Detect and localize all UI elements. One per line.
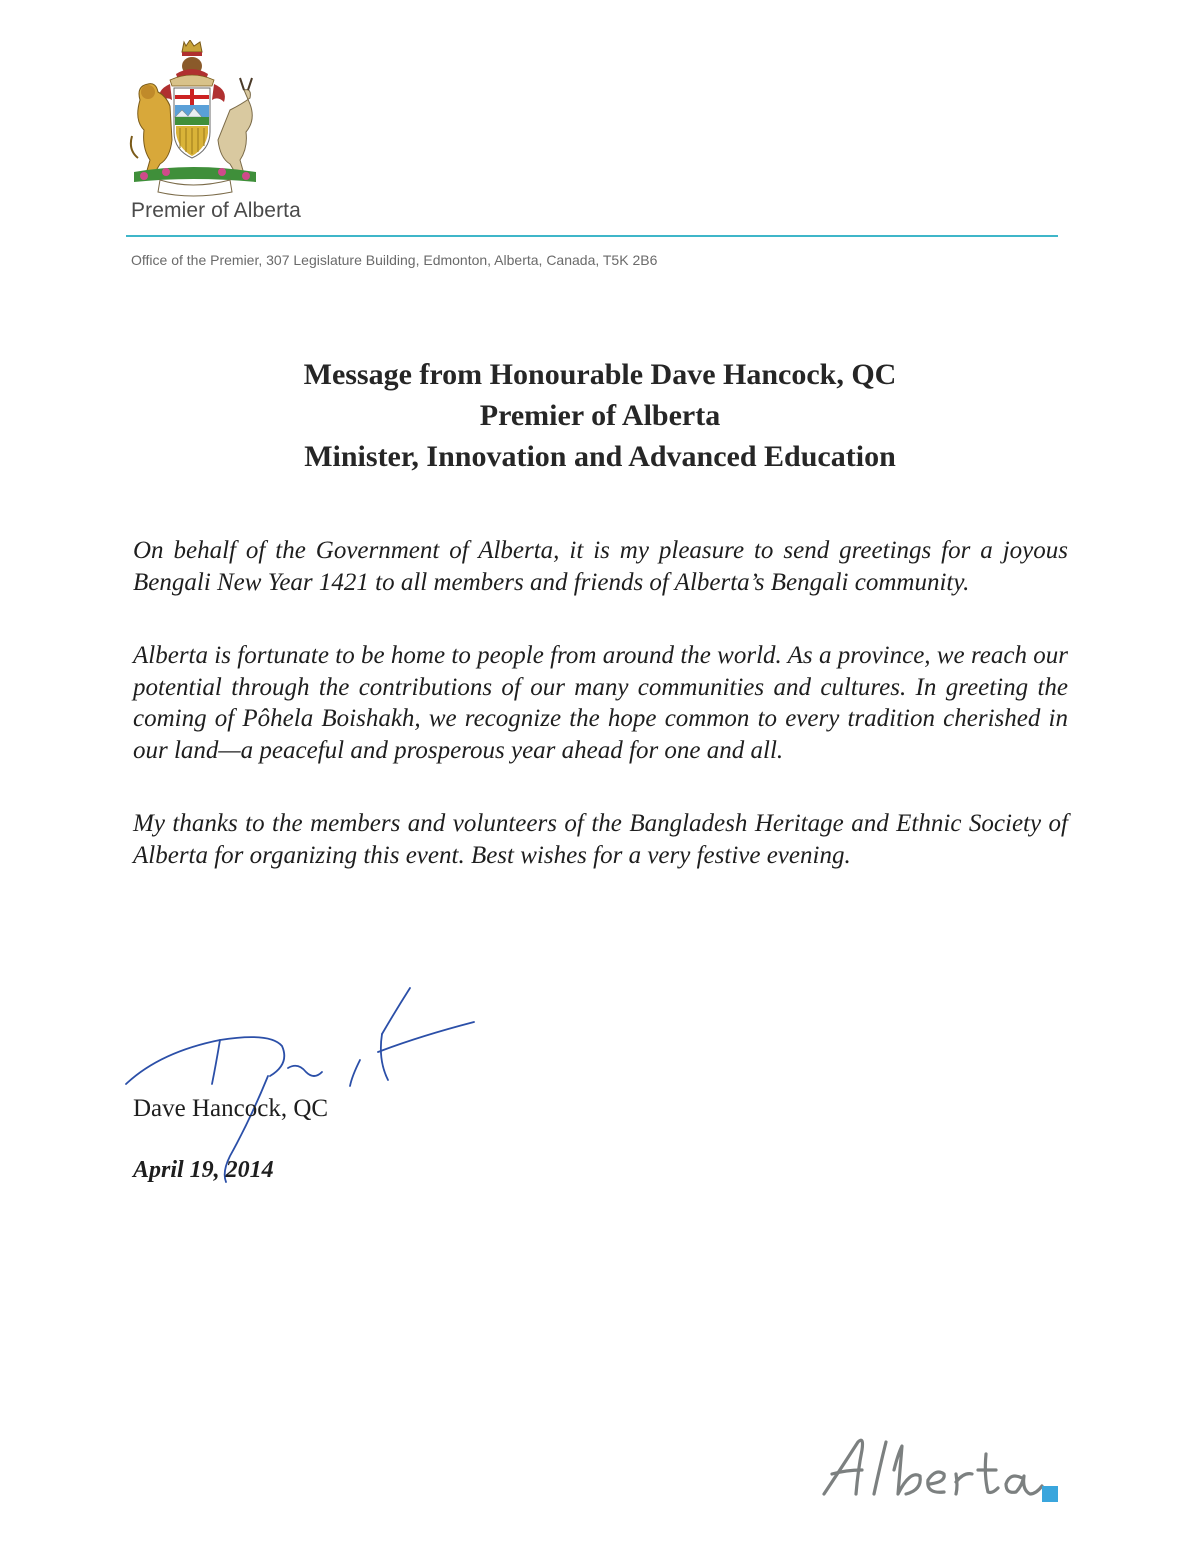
letterhead-rule [126, 235, 1058, 237]
body-paragraph-1: On behalf of the Government of Alberta, it is my pleasure to send greetings for a joyous Bengali New Year 1421 to all members and friends of Alberta’s Bengali community. [133, 537, 1068, 596]
message-body [133, 535, 1068, 913]
alberta-logo [810, 1430, 1070, 1510]
title-line-1: Message from Honourable Dave Hancock, QC [303, 358, 897, 391]
signer-name: Dave Hancock, QC [133, 1095, 329, 1122]
letterhead-address: Office of the Premier, 307 Legislature Building, Edmonton, Alberta, Canada, T5K 2B6 [131, 252, 658, 268]
letterhead-title: Premier of Alberta [131, 199, 301, 222]
body-paragraph-2: Alberta is fortunate to be home to people from around the world. As a province, we reach our potential through the contributions of our many communities and cultures. In greeting the coming of Pôhela Boishakh, we recognize the hope common to every tradition cherished in our land—a peaceful and prosperous year ahead for one and all. [133, 642, 1068, 764]
message-title [100, 354, 1100, 477]
letter-date: April 19, 2014 [133, 1157, 274, 1183]
coat-of-arms-icon [126, 40, 264, 198]
body-paragraph-3: My thanks to the members and volunteers of the Bangladesh Heritage and Ethnic Society of Alberta for organizing this event. Best wishes for a very festive evening. [133, 810, 1068, 869]
title-line-3: Minister, Innovation and Advanced Education [304, 440, 896, 473]
title-line-2: Premier of Alberta [479, 399, 721, 432]
